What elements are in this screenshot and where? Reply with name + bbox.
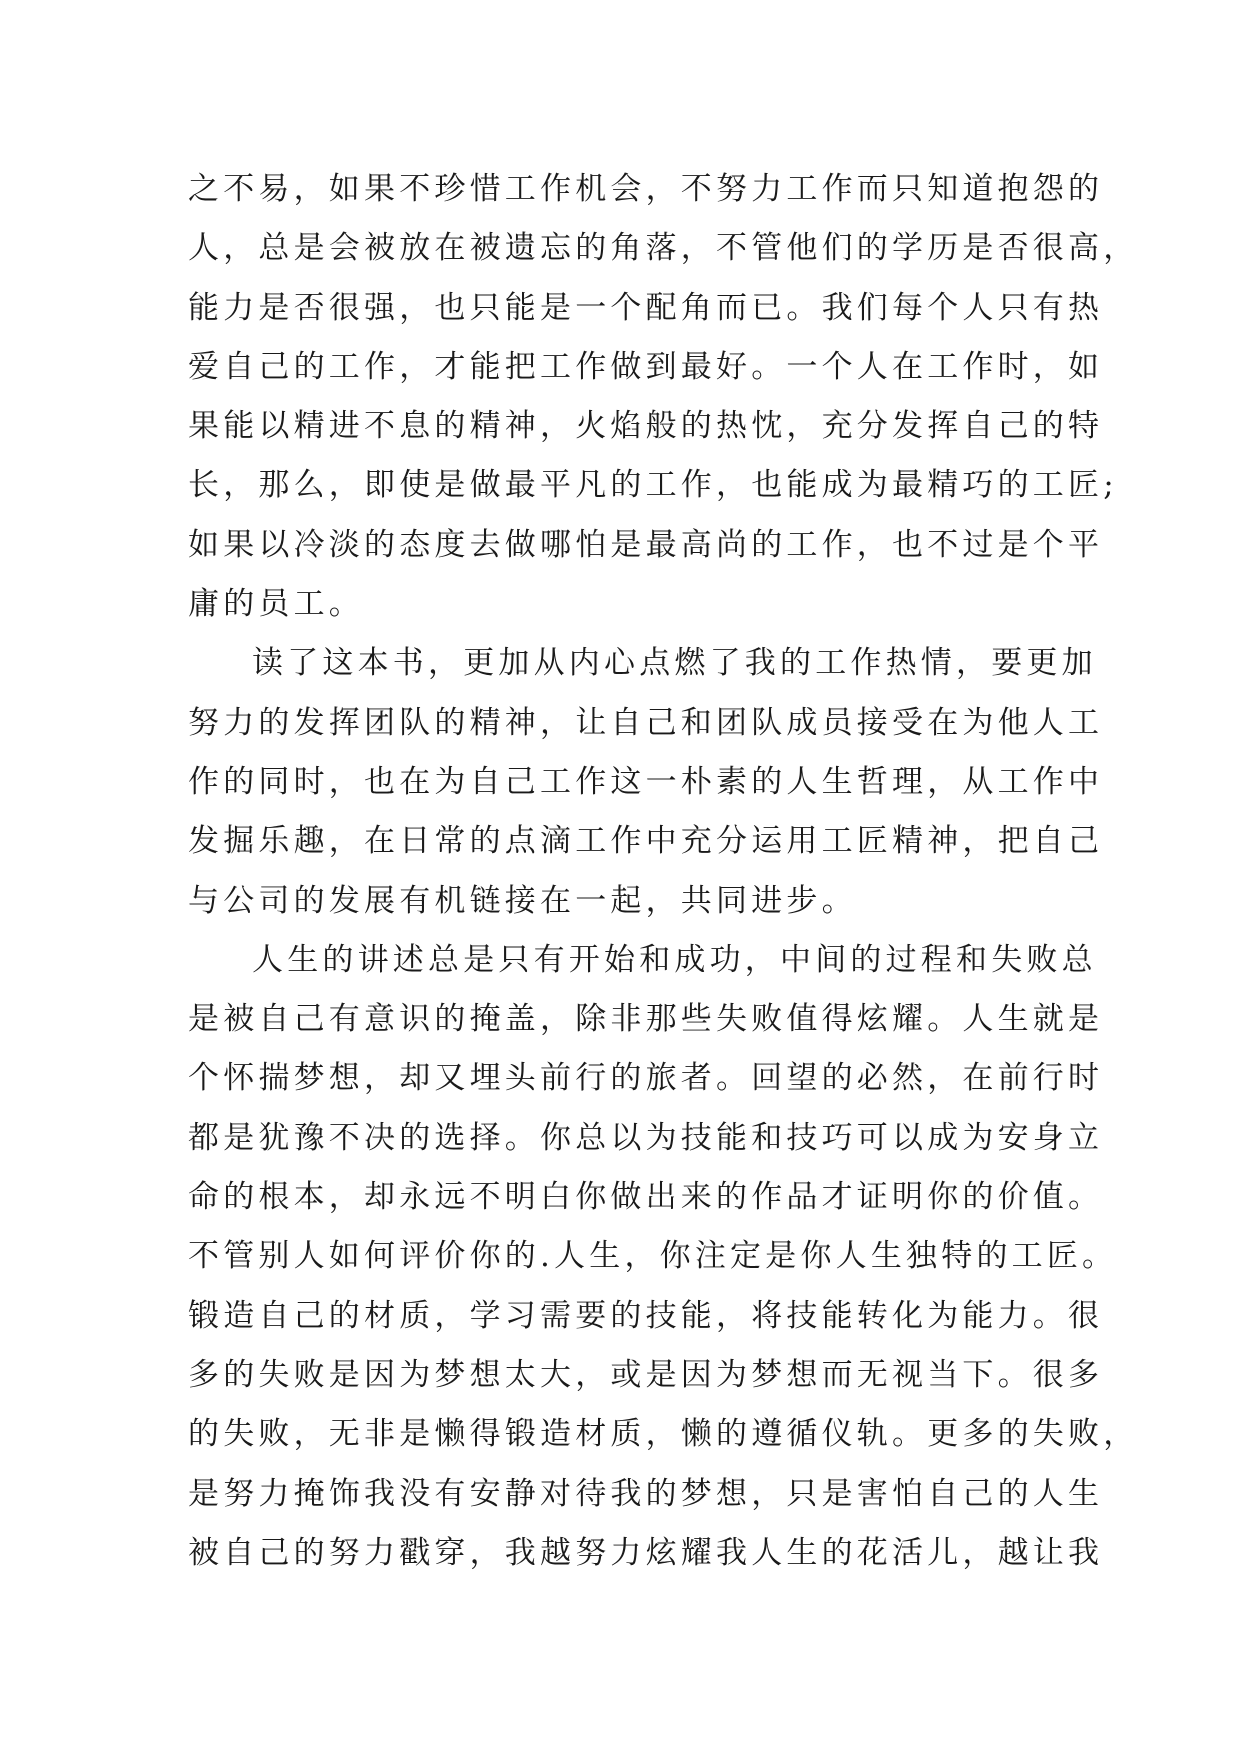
text-line: 与公司的发展有机链接在一起，共同进步。 [188, 882, 857, 919]
text-line: 命的根本，却永远不明白你做出来的作品才证明你的价值。 [188, 1179, 1104, 1216]
text-line: 庸的员工。 [188, 586, 364, 623]
text-line: 不管别人如何评价你的.人生，你注定是你人生独特的工匠。 [188, 1238, 1118, 1275]
text-line: 的失败，无非是懒得锻造材质，懒的遵循仪轨。更多的失败， [188, 1416, 1139, 1453]
text-line: 努力的发挥团队的精神，让自己和团队成员接受在为他人工 [188, 704, 1104, 741]
paragraph-2 [188, 634, 1104, 930]
paragraph-3 [188, 931, 1139, 1583]
text-line: 果能以精进不息的精神，火焰般的热忱，充分发挥自己的特 [188, 408, 1104, 445]
text-line: 爱自己的工作，才能把工作做到最好。一个人在工作时，如 [188, 348, 1104, 385]
text-line: 多的失败是因为梦想太大，或是因为梦想而无视当下。很多 [188, 1356, 1104, 1393]
text-line: 被自己的努力戳穿，我越努力炫耀我人生的花活儿，越让我 [188, 1534, 1104, 1571]
text-line: 如果以冷淡的态度去做哪怕是最高尚的工作，也不过是个平 [188, 526, 1104, 563]
body-text [188, 160, 1139, 1583]
text-line: 发掘乐趣，在日常的点滴工作中充分运用工匠精神，把自己 [188, 823, 1104, 860]
text-line: 都是犹豫不决的选择。你总以为技能和技巧可以成为安身立 [188, 1119, 1104, 1156]
text-line: 人，总是会被放在被遗忘的角落，不管他们的学历是否很高， [188, 230, 1139, 267]
text-line: 长，那么，即使是做最平凡的工作，也能成为最精巧的工匠; [188, 467, 1118, 504]
text-line-first: 人生的讲述总是只有开始和成功，中间的过程和失败总 [252, 941, 1097, 978]
text-line: 作的同时，也在为自己工作这一朴素的人生哲理，从工作中 [188, 763, 1104, 800]
text-line-first: 读了这本书，更加从内心点燃了我的工作热情，要更加 [252, 645, 1097, 682]
text-line: 个怀揣梦想，却又埋头前行的旅者。回望的必然，在前行时 [188, 1060, 1104, 1097]
text-line: 锻造自己的材质，学习需要的技能，将技能转化为能力。很 [188, 1297, 1104, 1334]
paragraph-1 [188, 160, 1139, 634]
text-line: 之不易，如果不珍惜工作机会，不努力工作而只知道抱怨的 [188, 171, 1104, 207]
text-line: 是被自己有意识的掩盖，除非那些失败值得炫耀。人生就是 [188, 1001, 1104, 1038]
text-line: 能力是否很强，也只能是一个配角而已。我们每个人只有热 [188, 289, 1104, 326]
text-line: 是努力掩饰我没有安静对待我的梦想，只是害怕自己的人生 [188, 1475, 1104, 1512]
